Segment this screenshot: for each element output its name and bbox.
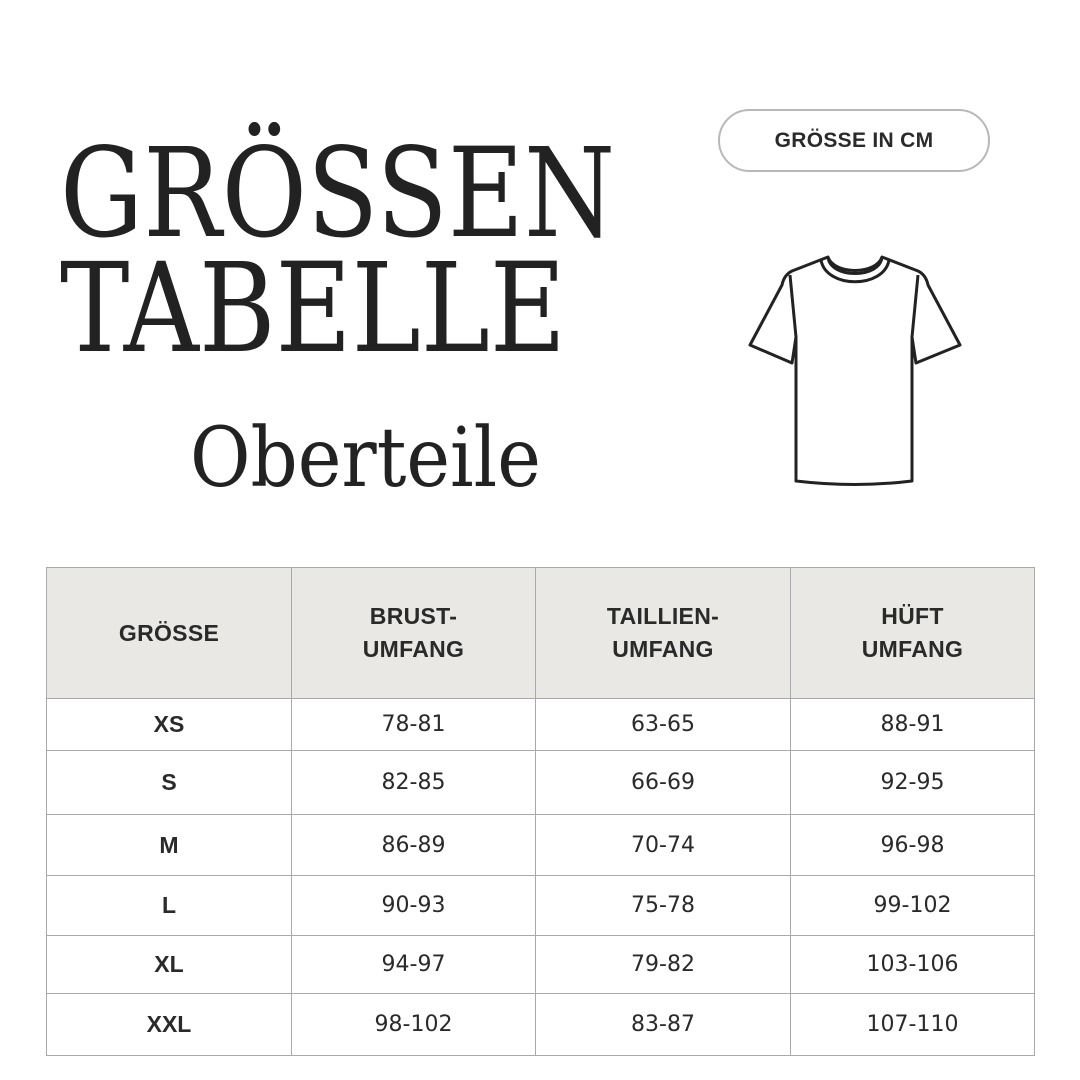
table-row <box>47 699 1035 751</box>
waist-cell: 66-69 <box>536 751 791 815</box>
table-row <box>47 936 1035 994</box>
table-row <box>47 994 1035 1056</box>
unit-badge: GRÖSSE IN CM <box>718 109 990 172</box>
table-header-row <box>47 568 1035 699</box>
size-cell: XL <box>47 936 292 994</box>
size-cell: L <box>47 876 292 936</box>
table-row <box>47 751 1035 815</box>
hip-cell: 99-102 <box>791 876 1035 936</box>
size-cell: S <box>47 751 292 815</box>
page-title-line-1: GRÖSSEN <box>60 122 616 266</box>
waist-cell: 79-82 <box>536 936 791 994</box>
page-subtitle: Oberteile <box>190 411 541 506</box>
chest-cell: 90-93 <box>292 876 536 936</box>
hip-cell: 92-95 <box>791 751 1035 815</box>
waist-cell: 70-74 <box>536 815 791 876</box>
column-header-hip: HÜFT UMFANG <box>791 568 1035 699</box>
waist-cell: 75-78 <box>536 876 791 936</box>
table-row <box>47 876 1035 936</box>
chest-cell: 94-97 <box>292 936 536 994</box>
size-cell: XXL <box>47 994 292 1056</box>
waist-cell: 63-65 <box>536 699 791 751</box>
column-header-waist: TAILLIEN- UMFANG <box>536 568 791 699</box>
hip-cell: 88-91 <box>791 699 1035 751</box>
waist-cell: 83-87 <box>536 994 791 1056</box>
chest-cell: 98-102 <box>292 994 536 1056</box>
size-cell: M <box>47 815 292 876</box>
size-table <box>46 567 1035 1056</box>
column-header-size: GRÖSSE <box>47 568 292 699</box>
hip-cell: 107-110 <box>791 994 1035 1056</box>
page-title-line-2: TABELLE <box>60 237 566 381</box>
column-header-chest: BRUST- UMFANG <box>292 568 536 699</box>
t-shirt-icon <box>740 245 970 495</box>
size-cell: XS <box>47 699 292 751</box>
hip-cell: 103-106 <box>791 936 1035 994</box>
table-row <box>47 815 1035 876</box>
hip-cell: 96-98 <box>791 815 1035 876</box>
chest-cell: 86-89 <box>292 815 536 876</box>
chest-cell: 82-85 <box>292 751 536 815</box>
chest-cell: 78-81 <box>292 699 536 751</box>
